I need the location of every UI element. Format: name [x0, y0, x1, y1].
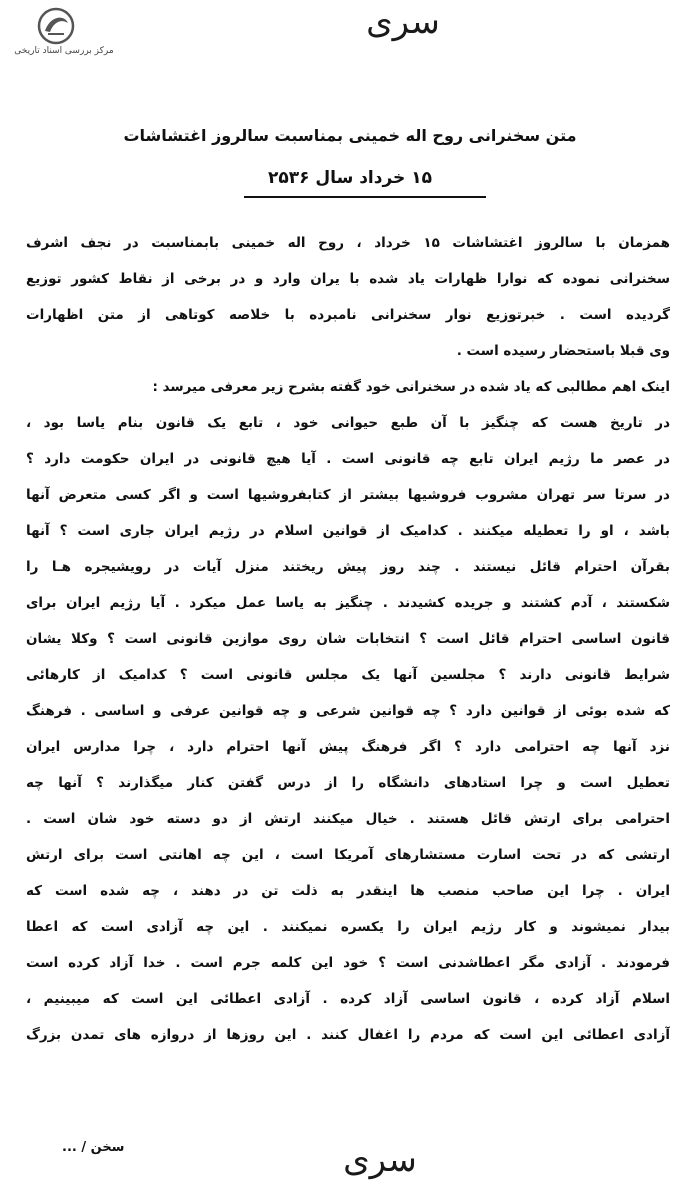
- document-title: متن سخنرانی روح اله خمینی بمناسبت سالروز اغتشاشات: [123, 126, 577, 145]
- body-line: گردیده است . خبرتوزیع نوار سخنرانی نامبرده با خلاصه کوتاهی از متن اظهارات: [26, 307, 670, 323]
- archive-logo-text: مرکز بررسی اسناد تاریخی: [14, 46, 114, 56]
- body-line: احترامی برای ارتش قائل هستند . خیال میکنند ارتش از دو دسته خود شان است .: [26, 811, 670, 827]
- subtitle-underline: [244, 196, 486, 198]
- body-line: نزد آنها چه احترامی دارد ؟ اگر فرهنگ پیش آنها احترام دارد ، چرا مدارس ایران: [26, 739, 670, 755]
- body-line: وی قبلا باستحضار رسیده است .: [456, 343, 670, 359]
- document-body: [26, 225, 670, 1053]
- body-line: در تاریخ هست که چنگیز با آن طبع حیوانی خود ، تابع یک قانون بنام یاسا بود ،: [26, 415, 670, 431]
- classification-stamp-top: سری: [366, 2, 440, 42]
- body-line: اینک اهم مطالبی که یاد شده در سخنرانی خود گفته بشرح زیر معرفی میرسد :: [152, 379, 670, 395]
- body-line: بقرآن احترام قائل نیستند . چند روز پیش ریختند منزل آیات در رویشیجره هـا را: [26, 559, 670, 575]
- body-line: اسلام آزاد کرده ، قانون اساسی آزاد کرده . آزادی اعطائی این است که میبینیم ،: [26, 991, 670, 1007]
- body-line: آزادی اعطائی این است که مردم را اغفال کنند . این روزها از دروازه های تمدن بزرگ: [26, 1027, 670, 1043]
- body-line: تعطیل است و چرا استادهای دانشگاه را از درس گفتن کنار میگذارند ؟ آنها چه: [26, 775, 670, 791]
- body-line: شرایط قانونی دارند ؟ مجلسین آنها یک مجلس قانونی است ؟ کدامیک از کارهائی: [26, 667, 670, 683]
- document-subtitle: ۱۵ خرداد سال ۲۵۳۶: [268, 168, 432, 188]
- archive-emblem-icon: [36, 6, 76, 46]
- body-line: ارتشی که در تحت اسارت مستشارهای آمریکا است ، این چه اهانتی است برای ارتش: [26, 847, 670, 863]
- body-line: در عصر ما رژیم ایران تابع چه قانونی است . آیا هیچ قانونی در ایران حکومت دارد ؟: [26, 451, 670, 467]
- body-line: که شده بوئی از قوانین دارد ؟ چه قوانین شرعی و چه قوانین عرفی و اساسی . فرهنگ: [26, 703, 670, 719]
- body-line: در سرتا سر تهران مشروب فروشیها بیشتر از کتابفروشیها است و اگر کسی متعرض آنها: [26, 487, 670, 503]
- continuation-note: سخن / ...: [62, 1140, 125, 1155]
- body-line: شکستند ، آدم کشتند و جریده کشیدند . چنگیز به یاسا عمل میکرد . آیا رژیم ایران برای: [26, 595, 670, 611]
- body-line: قانون اساسی احترام قائل است ؟ انتخابات شان روی موازین قانونی است ؟ وکلا یشان: [26, 631, 670, 647]
- body-line: فرمودند . آزادی مگر اعطاشدنی است ؟ خود این کلمه جرم است . خدا آزاد کرده است: [26, 955, 670, 971]
- body-line: ایران . چرا این صاحب منصب ها اینقدر به ذلت تن در دهند ، چه شده است که: [26, 883, 670, 899]
- classification-stamp-bottom: سری: [343, 1140, 417, 1180]
- body-line: همزمان با سالروز اغتشاشات ۱۵ خرداد ، روح اله خمینی بابمناسبت در نجف اشرف: [26, 235, 670, 251]
- archive-logo: [4, 4, 124, 62]
- body-line: بیدار نمیشوند و کار رژیم ایران را یکسره نمیکنند . این چه آزادی است که اعطا: [26, 919, 670, 935]
- body-line: باشد ، او را تعطیله میکنند . کدامیک از قوانین اسلام در رژیم ایران جاری است ؟ آنها: [26, 523, 670, 539]
- body-line: سخنرانی نموده که نوارا ظهارات یاد شده با یران وارد و در برخی از نقاط کشور توزیع: [26, 271, 670, 287]
